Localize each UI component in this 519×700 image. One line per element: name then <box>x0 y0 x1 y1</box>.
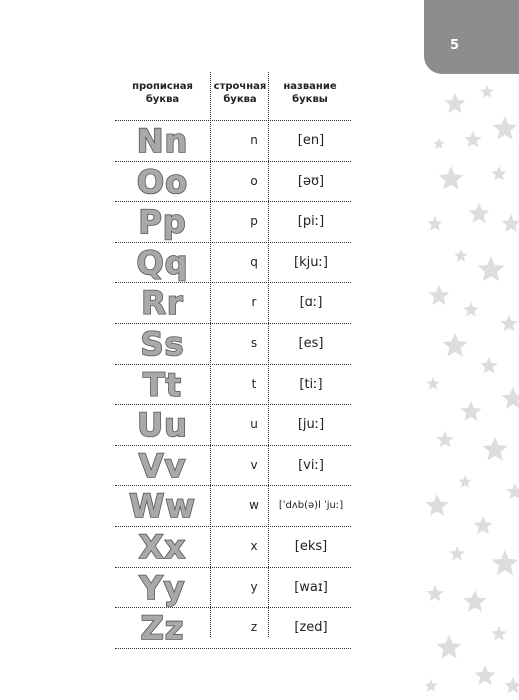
letter-name-transcription: [juː] <box>297 417 325 433</box>
lowercase-letter: v <box>250 457 258 472</box>
star-icon <box>502 387 519 409</box>
star-icon <box>480 357 497 373</box>
star-icon <box>426 494 449 516</box>
uppercase-letter-pair <box>115 526 210 567</box>
letter-name-transcription: [kjuː] <box>294 254 328 270</box>
letter-name-transcription: [waɪ] <box>294 579 328 595</box>
star-icon <box>437 635 462 659</box>
lowercase-letter: y <box>250 579 258 594</box>
star-icon <box>425 679 438 692</box>
uppercase-letter-pair <box>115 242 210 283</box>
letter-row <box>115 161 351 202</box>
lowercase-letter: z <box>250 620 258 635</box>
letter-name-transcription: [ˈdʌb(ə)l ˈjuː] <box>278 500 344 512</box>
header-letter-name-line1: название <box>283 81 337 92</box>
star-icon <box>491 166 506 181</box>
page-number: 5 <box>450 38 460 53</box>
header-lowercase <box>212 80 268 106</box>
letter-name-transcription: [tiː] <box>299 376 323 392</box>
letter-name-transcription: [viː] <box>298 457 324 473</box>
uppercase-letter-pair <box>115 607 210 648</box>
letter-row <box>115 485 351 526</box>
letter-row <box>115 445 351 486</box>
letter-name-transcription: [en] <box>297 133 325 148</box>
star-icon <box>500 315 517 331</box>
uppercase-letter-text: Ss <box>140 325 185 363</box>
uppercase-letter-pair <box>115 120 210 161</box>
star-icon <box>491 626 506 641</box>
letter-row <box>115 607 351 648</box>
star-icon <box>502 214 519 232</box>
uppercase-letter-text: Pp <box>138 203 187 242</box>
letter-name-transcription: [əʊ] <box>297 173 325 189</box>
letter-row <box>115 120 351 161</box>
uppercase-letter-pair <box>115 282 210 323</box>
letter-row <box>115 526 351 567</box>
uppercase-letter-pair <box>115 201 210 242</box>
uppercase-letter-pair <box>115 364 210 405</box>
star-icon <box>464 131 481 147</box>
star-icon <box>443 333 468 357</box>
letter-name-transcription: [zed] <box>294 620 328 636</box>
lowercase-letter: p <box>250 214 258 229</box>
uppercase-letter-text: Zz <box>140 609 185 648</box>
header-lowercase-line2: буква <box>223 94 257 105</box>
star-icon <box>458 475 471 488</box>
uppercase-letter-text: Tt <box>142 365 183 404</box>
uppercase-letter-text: Xx <box>138 528 187 566</box>
header-uppercase <box>115 80 210 106</box>
uppercase-letter-text: Nn <box>136 122 189 160</box>
page-number-tab <box>424 0 519 74</box>
star-icon <box>506 483 519 499</box>
letter-name-transcription: [es] <box>298 336 324 351</box>
lowercase-letter: q <box>250 254 258 269</box>
uppercase-letter-text: Uu <box>137 406 188 445</box>
letter-row <box>115 323 351 364</box>
star-icon <box>464 590 487 612</box>
lowercase-letter: w <box>249 498 259 513</box>
uppercase-letter-pair <box>115 445 210 486</box>
uppercase-letter-pair <box>115 567 210 608</box>
star-icon <box>426 585 443 601</box>
lowercase-letter: o <box>250 173 258 188</box>
header-uppercase-line2: буква <box>145 94 180 105</box>
uppercase-letter-text: Yy <box>139 568 186 607</box>
letter-row <box>115 364 351 405</box>
header-uppercase-line1: прописная <box>132 81 193 92</box>
star-icon <box>436 431 453 447</box>
star-icon <box>483 437 508 461</box>
uppercase-letter-text: Vv <box>138 446 187 485</box>
letter-name-transcription: [eks] <box>294 539 328 554</box>
header-letter-name <box>270 80 350 106</box>
star-icon <box>478 256 505 281</box>
lowercase-letter: s <box>250 336 258 350</box>
uppercase-letter-pair <box>115 161 210 202</box>
lowercase-letter: n <box>250 133 258 147</box>
lowercase-letter: r <box>251 295 257 310</box>
header-lowercase-line1: строчная <box>213 81 267 92</box>
star-icon <box>429 285 450 305</box>
star-icon <box>480 85 493 98</box>
uppercase-letter-text: Ww <box>129 487 196 526</box>
lowercase-letter: u <box>250 417 258 432</box>
letter-row <box>115 242 351 283</box>
letter-row <box>115 404 351 445</box>
star-icon <box>439 166 464 190</box>
uppercase-letter-text: Oo <box>136 162 189 201</box>
star-icon <box>463 302 478 317</box>
star-icon <box>469 203 490 223</box>
lowercase-letter: x <box>250 539 258 553</box>
header-letter-name-line2: буквы <box>292 94 328 105</box>
star-icon <box>461 401 482 421</box>
letter-row <box>115 201 351 242</box>
uppercase-letter-text: Qq <box>136 243 189 282</box>
star-icon <box>492 550 519 575</box>
star-icon <box>493 116 518 140</box>
uppercase-letter-pair <box>115 404 210 445</box>
star-icon <box>454 249 467 262</box>
lowercase-letter: t <box>251 376 257 391</box>
star-icon <box>474 516 493 534</box>
star-icon <box>433 138 444 149</box>
star-pattern-decoration <box>425 74 519 700</box>
letter-row <box>115 567 351 608</box>
star-icon <box>449 546 464 561</box>
uppercase-letter-text: Rr <box>141 284 184 323</box>
star-icon <box>504 677 519 693</box>
uppercase-letter-pair <box>115 323 210 364</box>
star-icon <box>445 93 466 113</box>
letter-name-transcription: [ɑː] <box>299 295 323 311</box>
uppercase-letter-pair <box>115 485 210 526</box>
letter-name-transcription: [piː] <box>297 214 325 230</box>
letter-row <box>115 282 351 323</box>
row-divider <box>115 648 351 649</box>
star-icon <box>426 377 439 390</box>
star-icon <box>475 665 496 685</box>
star-icon <box>427 216 442 231</box>
